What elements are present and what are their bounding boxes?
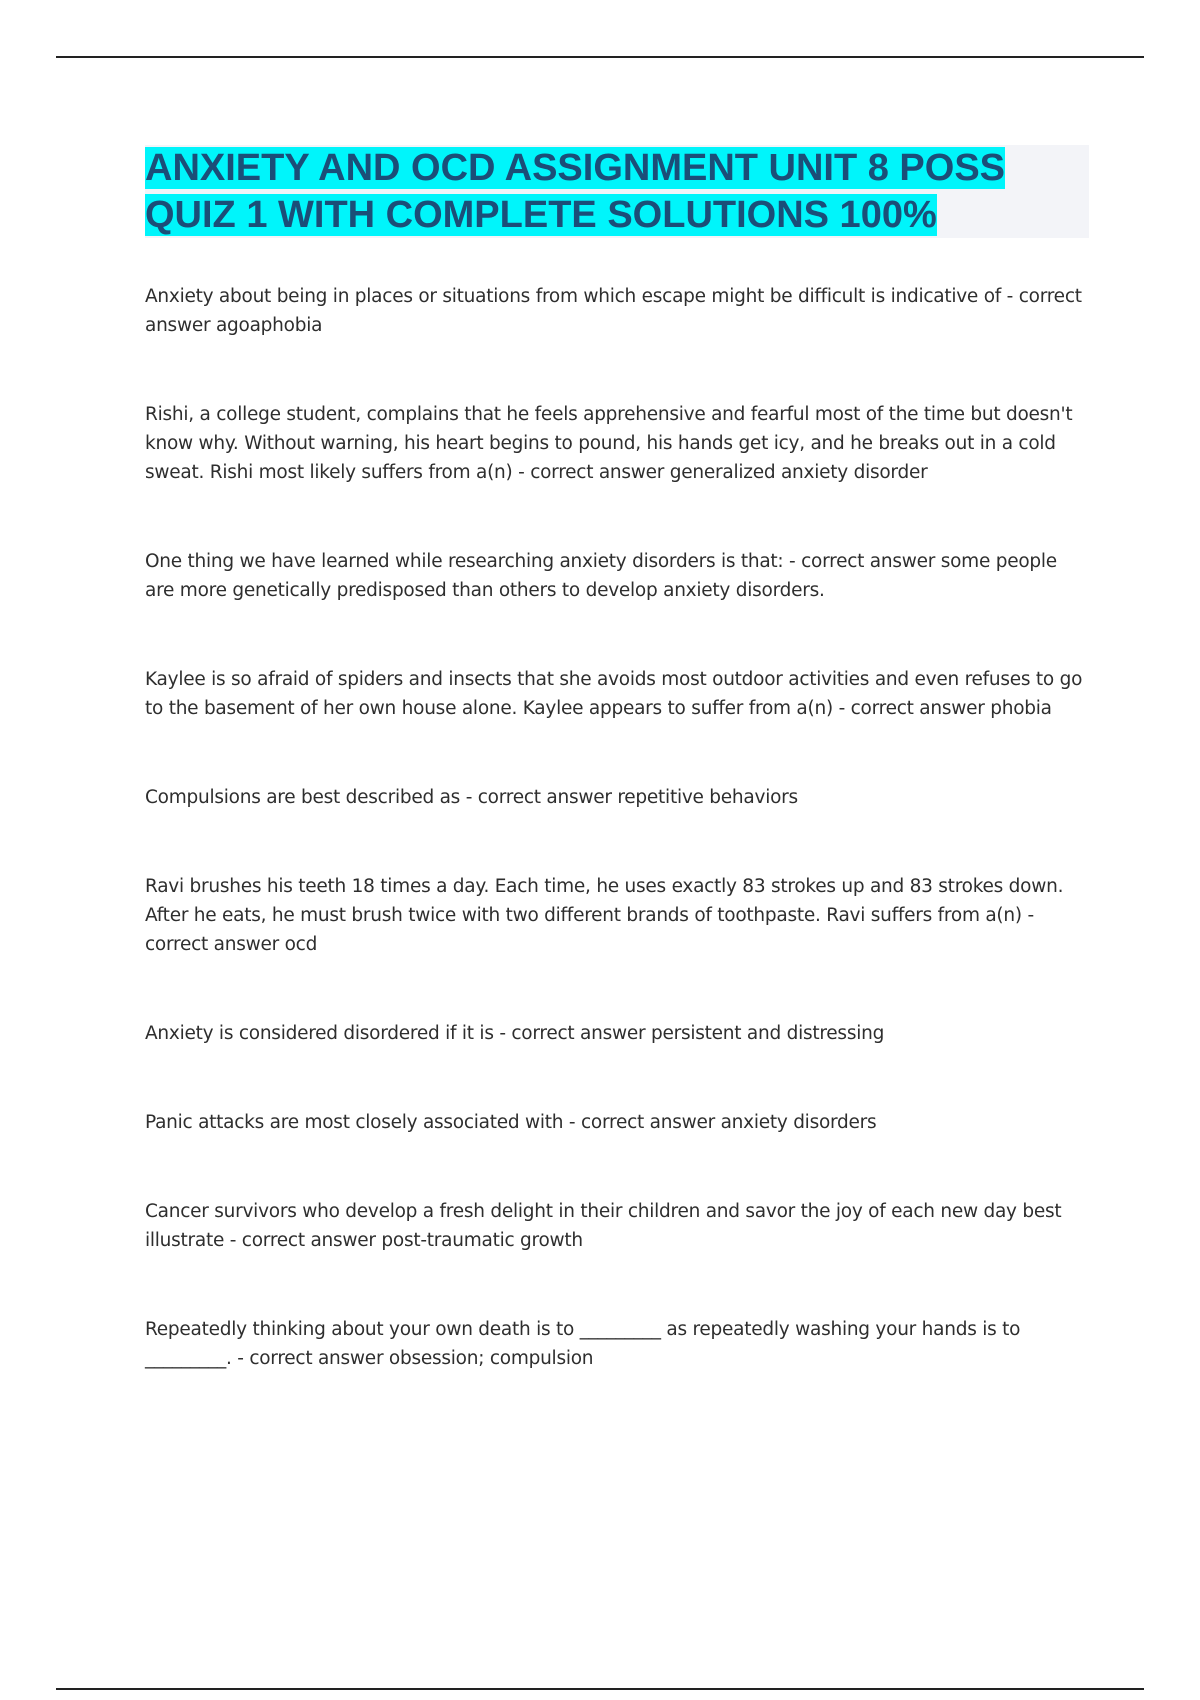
title-line-1: ANXIETY AND OCD ASSIGNMENT UNIT 8 POSS bbox=[145, 147, 1006, 189]
qa-item: Compulsions are best described as - correct answer repetitive behaviors bbox=[145, 787, 798, 808]
qa-item: Repeatedly thinking about your own death is to _________ as repeatedly washing your hands is to _________. - correct answer obsession; compulsion bbox=[145, 1319, 1021, 1369]
qa-item: Anxiety is considered disordered if it is - correct answer persistent and distressing bbox=[145, 1023, 885, 1044]
qa-item: One thing we have learned while researching anxiety disorders is that: - correct answer some people are more genetically predisposed than others to develop anxiety disorders. bbox=[145, 551, 1057, 601]
qa-item: Anxiety about being in places or situations from which escape might be difficult is indicative of - correct answer agoaphobia bbox=[145, 286, 1082, 336]
qa-item: Kaylee is so afraid of spiders and insects that she avoids most outdoor activities and even refuses to go to the basement of her own house alone. Kaylee appears to suffer from a(n) - correct answer phobia bbox=[145, 669, 1083, 719]
qa-item: Ravi brushes his teeth 18 times a day. Each time, he uses exactly 83 strokes up and 83 strokes down. After he eats, he must brush twice with two different brands of toothpaste. Ravi suffers from a(n) - correct answer ocd bbox=[145, 876, 1064, 955]
qa-list bbox=[145, 282, 1089, 1433]
document-title bbox=[145, 145, 1089, 239]
qa-item: Panic attacks are most closely associated with - correct answer anxiety disorders bbox=[145, 1112, 877, 1133]
title-line-2: QUIZ 1 WITH COMPLETE SOLUTIONS 100% bbox=[145, 194, 937, 236]
bottom-rule bbox=[56, 1688, 1144, 1690]
qa-item: Cancer survivors who develop a fresh delight in their children and savor the joy of each new day best illustrate - correct answer post-traumatic growth bbox=[145, 1201, 1062, 1251]
top-rule bbox=[56, 56, 1144, 58]
qa-item: Rishi, a college student, complains that he feels apprehensive and fearful most of the time but doesn't know why. Without warning, his heart begins to pound, his hands get icy, and he breaks out in a cold sweat. Rishi most likely suffers from a(n) - correct answer generalized anxiety disorder bbox=[145, 404, 1073, 483]
title-block bbox=[145, 145, 1089, 238]
